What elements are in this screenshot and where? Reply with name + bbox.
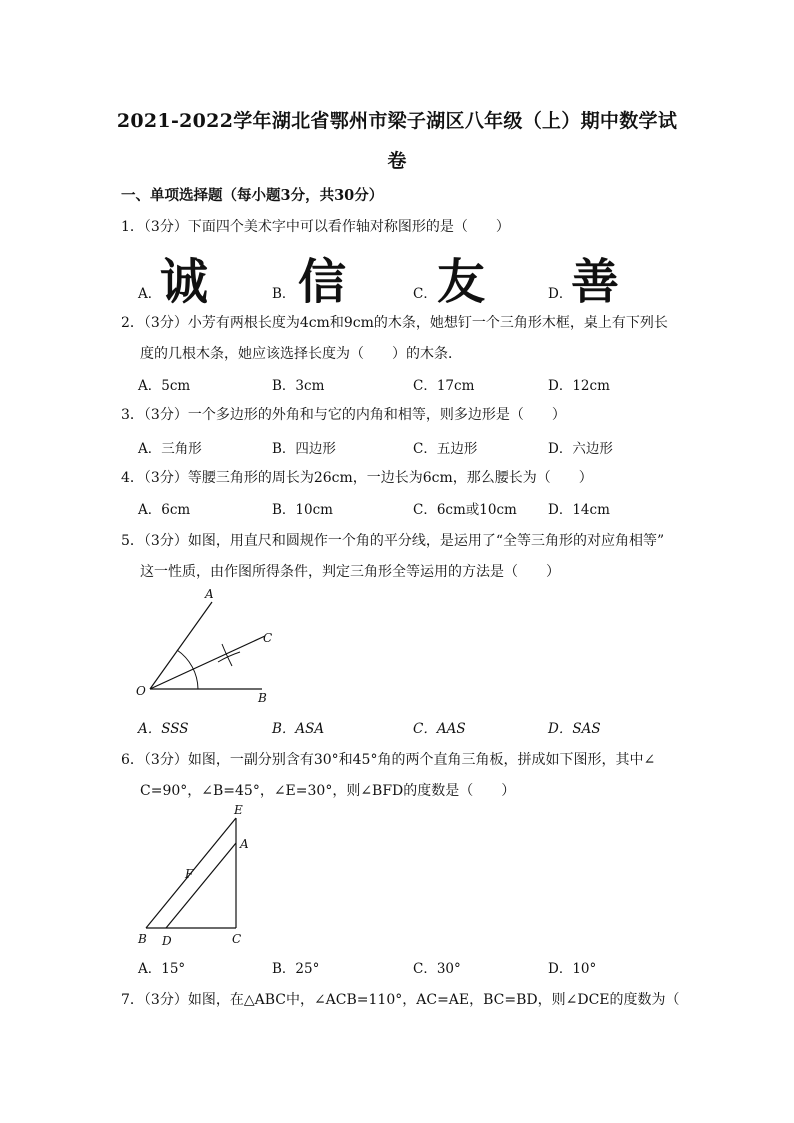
angle-bisector-figure	[130, 582, 290, 707]
q3-option-c: C．五边形	[413, 441, 478, 457]
art-char-xin: 信	[298, 254, 345, 310]
q1-option-c: C．	[413, 286, 437, 302]
label-c: C	[232, 932, 242, 946]
label-b: B	[138, 932, 147, 946]
exam-title-line1: 2021-2022学年湖北省鄂州市梁子湖区八年级（上）期中数学试	[116, 110, 678, 132]
question-2-text-cont: 度的几根木条，她应该选择长度为（ ）的木条．	[140, 346, 462, 362]
question-4-text: 4．（3分）等腰三角形的周长为26cm，一边长为6cm，那么腰长为（ ）	[121, 470, 593, 486]
question-1-text: 1．（3分）下面四个美术字中可以看作轴对称图形的是（ ）	[121, 219, 510, 235]
q3-option-b: B．四边形	[272, 441, 336, 457]
q2-option-c: C．17cm	[413, 378, 475, 394]
label-o: O	[136, 684, 146, 698]
question-5-text: 5．（3分）如图，用直尺和圆规作一个角的平分线，是运用了“全等三角形的对应角相等”	[121, 533, 665, 549]
question-5-text-cont: 这一性质，由作图所得条件，判定三角形全等运用的方法是（ ）	[140, 564, 560, 580]
question-6-text-cont: C=90°，∠B=45°，∠E=30°，则∠BFD的度数是（ ）	[140, 783, 516, 799]
ray-oa	[150, 602, 212, 689]
label-a: A	[240, 837, 249, 851]
q1-option-d: D．	[548, 286, 573, 302]
question-2-text: 2．（3分）小芳有两根长度为4cm和9cm的木条，她想钉一个三角形木框，桌上有下列长	[121, 315, 668, 331]
q6-option-a: A．15°	[138, 961, 186, 977]
q5-option-c: C．AAS	[413, 721, 466, 737]
label-f: F	[185, 867, 194, 881]
q1-option-b: B．	[272, 286, 296, 302]
exam-title-line2: 卷	[387, 150, 407, 172]
q3-option-a: A．三角形	[138, 441, 202, 457]
art-char-cheng: 诚	[160, 254, 207, 310]
art-char-shan: 善	[571, 254, 618, 310]
question-7-text: 7．（3分）如图，在△ABC中，∠ACB=110°，AC=AE，BC=BD，则∠DCE的度数为（	[121, 992, 680, 1008]
q4-option-d: D．14cm	[548, 502, 610, 518]
art-char-you: 友	[437, 254, 484, 310]
q3-option-d: D．六边形	[548, 441, 613, 457]
label-e: E	[234, 803, 243, 817]
q6-option-b: B．25°	[272, 961, 320, 977]
section-heading: 一、单项选择题（每小题3分，共30分）	[121, 187, 384, 204]
question-6-text: 6．（3分）如图，一副分别含有30°和45°角的两个直角三角板，拼成如下图形，其中∠	[121, 752, 656, 768]
q4-option-a: A．6cm	[138, 502, 191, 518]
q5-option-a: A．SSS	[138, 721, 189, 737]
line-da	[166, 843, 236, 928]
label-d: D	[162, 934, 172, 948]
ray-oc	[150, 636, 265, 689]
question-3-text: 3．（3分）一个多边形的外角和与它的内角和相等，则多边形是（ ）	[121, 407, 566, 423]
q1-option-a: A．	[138, 286, 162, 302]
label-a: A	[205, 587, 214, 601]
triangle-set-figure	[130, 800, 270, 950]
q5-option-b: B．ASA	[272, 721, 325, 737]
q2-option-a: A．5cm	[138, 378, 191, 394]
compass-arc	[177, 650, 198, 689]
q5-option-d: D．SAS	[548, 721, 601, 737]
q6-option-d: D．10°	[548, 961, 597, 977]
label-b: B	[258, 691, 267, 705]
q4-option-b: B．10cm	[272, 502, 333, 518]
q2-option-b: B．3cm	[272, 378, 325, 394]
q4-option-c: C．6cm或10cm	[413, 502, 517, 518]
label-c: C	[263, 631, 273, 645]
q2-option-d: D．12cm	[548, 378, 610, 394]
q6-option-c: C．30°	[413, 961, 461, 977]
